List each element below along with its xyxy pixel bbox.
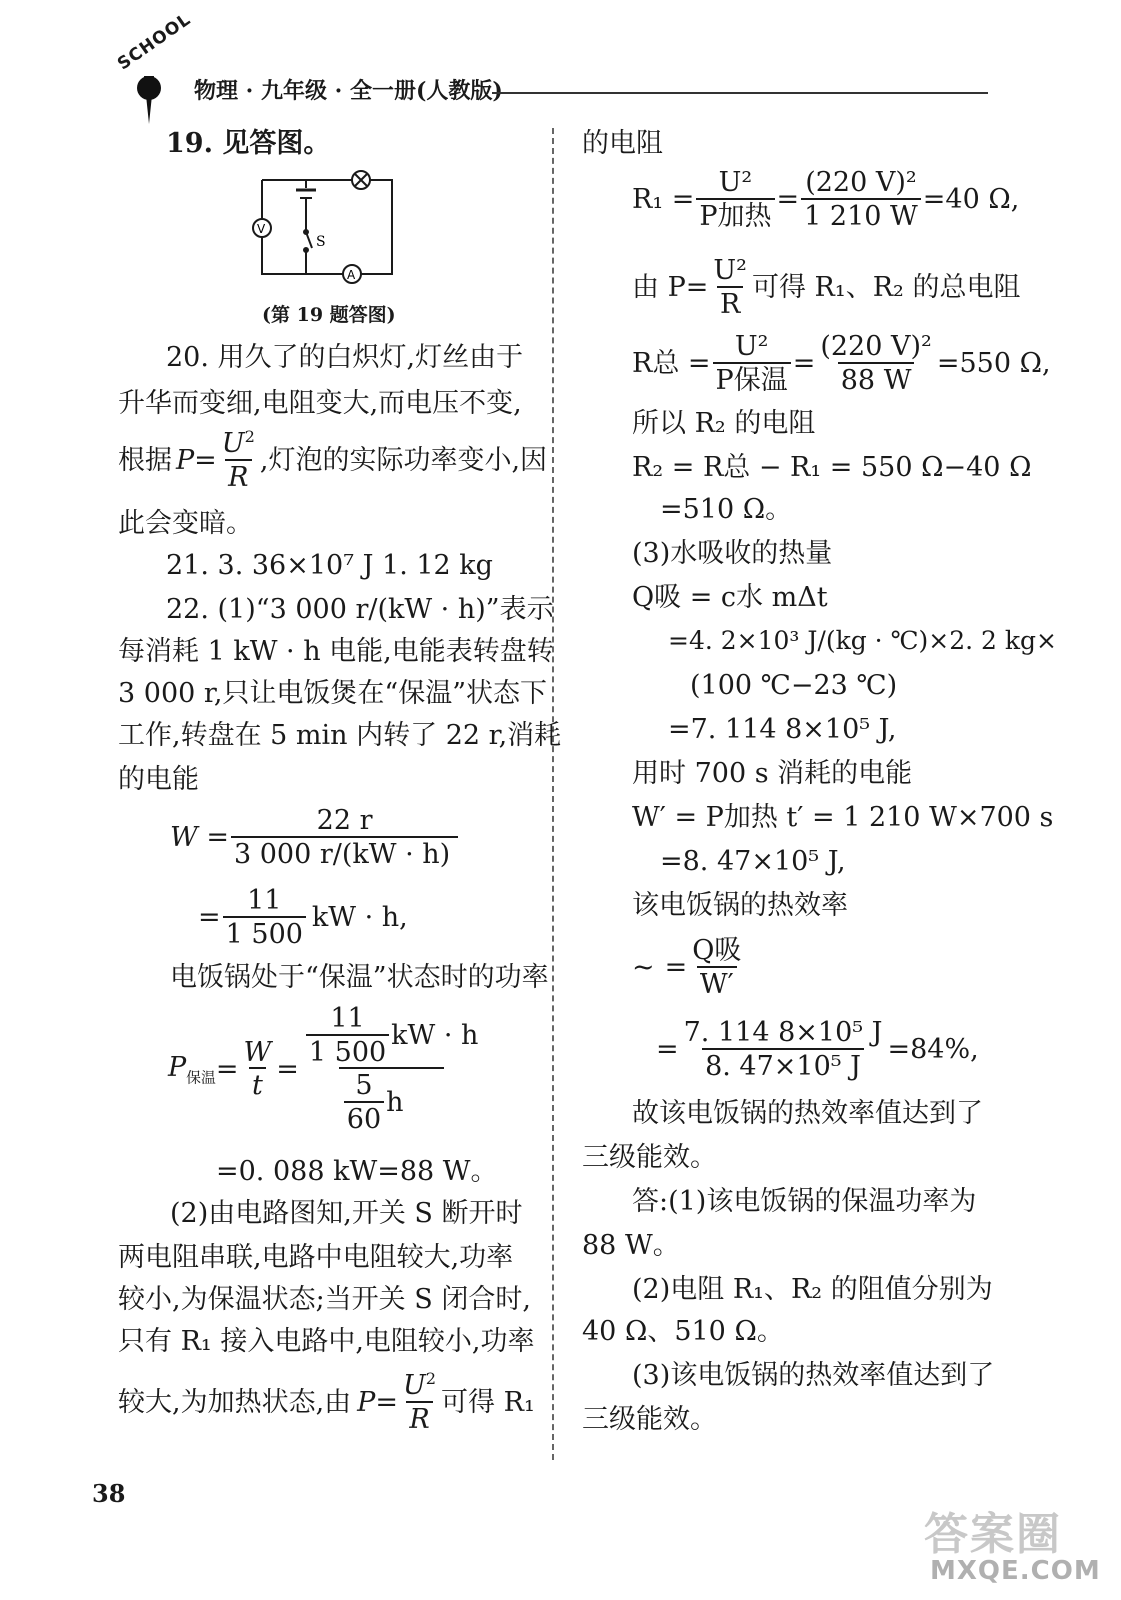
r-line19: 故该电饭锅的热效率值达到了 <box>632 1098 983 1129</box>
r-line7: =510 Ω。 <box>660 494 793 525</box>
r-line5: 所以 R₂ 的电阻 <box>632 408 816 439</box>
header-title: 物理 · 九年级 · 全一册(人教版) <box>194 78 503 104</box>
r-line16: 该电饭锅的热效率 <box>632 890 848 921</box>
part2-line4: 只有 R₁ 接入电路中,电阻较小,功率 <box>118 1326 535 1357</box>
switch-symbol <box>304 230 312 252</box>
ammeter-symbol <box>343 265 361 283</box>
power-result: =0. 088 kW=88 W。 <box>216 1156 498 1187</box>
r-line11: (100 ℃−23 ℃) <box>690 670 898 701</box>
r-line8: (3)水吸收的热量 <box>632 538 833 569</box>
r-line23: (2)电阻 R₁、R₂ 的阻值分别为 <box>632 1274 993 1305</box>
r-line13: 用时 700 s 消耗的电能 <box>632 758 913 789</box>
q22-line5: 的电能 <box>118 764 199 795</box>
q20-line2: 升华而变细,电阻变大,而电压不变, <box>118 388 522 419</box>
page-number: 38 <box>92 1479 126 1508</box>
column-divider <box>552 128 554 1460</box>
logo-text: SCHOOL <box>114 9 195 75</box>
voltmeter-symbol <box>253 219 271 237</box>
switch-label: S <box>316 234 326 250</box>
r-line21: 答:(1)该电饭锅的保温功率为 <box>632 1186 977 1217</box>
efficiency-result: = $\frac{\text{7. 114 8×10⁵ J}}{\text{8. 47×10⁵ J}}$ =84%, <box>656 1017 979 1082</box>
part2-line3: 较小,为保温状态;当开关 S 闭合时, <box>118 1284 531 1315</box>
q22-line4: 工作,转盘在 5 min 内转了 22 r,消耗 <box>118 720 562 751</box>
fraction: $\frac{\text{(220 V)²}}{1 210 W}$ <box>801 168 921 231</box>
figure-caption: (第 19 题答图) <box>262 304 396 326</box>
q21: 21. 3. 36×10⁷ J 1. 12 kg <box>166 550 493 581</box>
q22-line1: 22. (1)“3 000 r/(kW · h)”表示 <box>166 594 554 625</box>
energy-equation: W = $\frac{22 r}{3 000 r/(kW \cdot h)}$ <box>170 806 460 869</box>
watermark-url: MXQE.COM <box>930 1556 1101 1586</box>
r-line20: 三级能效。 <box>582 1142 717 1173</box>
r-line12: =7. 114 8×10⁵ J, <box>668 714 897 745</box>
r1-equation: R₁ = $\frac{\text{U²}}{\text{P加热}}$ = $\frac{\text{(220 V)²}}{1 210 W}$ =40 Ω, <box>632 167 1020 232</box>
part2-line1: (2)由电路图知,开关 S 断开时 <box>170 1198 523 1229</box>
fraction: $\frac{\text{Q吸}}{W'}$ <box>692 935 742 1000</box>
part2-line2: 两电阻串联,电路中电阻较大,功率 <box>118 1242 514 1273</box>
power-equation: $P_{保温}$ = $\frac{W}{t}$ = $\frac{11}{1 500}$ kW · h $\frac{5}{60}$ h <box>168 1004 483 1135</box>
circuit-diagram <box>246 168 398 286</box>
fraction: $\frac{\text{U²}}{R}$ <box>713 255 747 320</box>
q20-line4: 此会变暗。 <box>118 508 253 539</box>
fraction: $\frac{\text{(220 V)²}}{88 W}$ <box>820 331 932 396</box>
fraction: $\frac{\text{7. 114 8×10⁵ J}}{\text{8. 47×10⁵ J}}$ <box>683 1017 883 1082</box>
fraction: $\frac{\text{U²}}{\text{P加热}}$ <box>696 168 774 231</box>
q22-line3: 3 000 r,只让电饭煲在“保温”状态下 <box>118 678 548 709</box>
r-line25: (3)该电饭锅的热效率值达到了 <box>632 1360 995 1391</box>
r-line22: 88 W。 <box>582 1230 680 1261</box>
power-intro: 电饭锅处于“保温”状态时的功率 <box>170 962 549 993</box>
q20-line3: 根据 P = $\frac{U^2}{R}$ ,灯泡的实际功率变小,因 <box>118 427 548 493</box>
fraction: $\frac{U^2}{R}$ <box>402 1369 437 1435</box>
header-rule <box>492 92 988 94</box>
school-logo <box>112 9 195 130</box>
voltmeter-label: V <box>257 222 266 236</box>
q22-line2: 每消耗 1 kW · h 电能,电能表转盘转 <box>118 636 554 667</box>
r-line10: =4. 2×10³ J/(kg · ℃)×2. 2 kg× <box>668 626 1057 655</box>
ammeter-label: A <box>347 268 356 282</box>
fraction: $\frac{\text{U²}}{\text{P保温}}$ <box>713 332 791 395</box>
r-line24: 40 Ω、510 Ω。 <box>582 1316 784 1347</box>
q20-line1: 20. 用久了的白炽灯,灯丝由于 <box>166 342 524 373</box>
fraction: $\frac{11}{1 500}$ <box>223 886 306 949</box>
part2-line5: 较大,为加热状态,由 P = $\frac{U^2}{R}$ 可得 R₁ <box>118 1369 535 1435</box>
efficiency-equation: ~ = $\frac{\text{Q吸}}{W'}$ <box>632 936 746 999</box>
r-line6: R₂ = R总 − R₁ = 550 Ω−40 Ω <box>632 452 1032 483</box>
watermark-logo: 答案圈 <box>924 1509 1062 1560</box>
r-line26: 三级能效。 <box>582 1404 717 1435</box>
fraction: $\frac{U^2}{R}$ <box>221 427 255 493</box>
q19: 19. 见答图。 <box>166 128 331 159</box>
fraction: $\frac{W}{t}$ <box>243 1036 272 1102</box>
compound-fraction: $\frac{11}{1 500}$ kW · h $\frac{5}{60}$ h <box>301 1004 482 1135</box>
r-line14: W′ = P加热 t′ = 1 210 W×700 s <box>632 802 1054 833</box>
rtotal-equation: R总 = $\frac{\text{U²}}{\text{P保温}}$ = $\frac{\text{(220 V)²}}{88 W}$ =550 Ω, <box>632 331 1051 396</box>
r-line9: Q吸 = c水 mΔt <box>632 582 828 613</box>
r-line1: 的电阻 <box>582 128 663 159</box>
lamp-symbol <box>352 171 370 189</box>
battery-symbol <box>296 190 316 210</box>
r-line15: =8. 47×10⁵ J, <box>660 846 846 877</box>
fraction: $\frac{22 r}{3 000 r/(kW \cdot h)}$ <box>231 806 458 869</box>
energy-result: = $\frac{11}{1 500}$ kW · h, <box>198 885 408 950</box>
r-line3: 由 P= $\frac{\text{U²}}{R}$ 可得 R₁、R₂ 的总电阻 <box>632 255 1021 320</box>
